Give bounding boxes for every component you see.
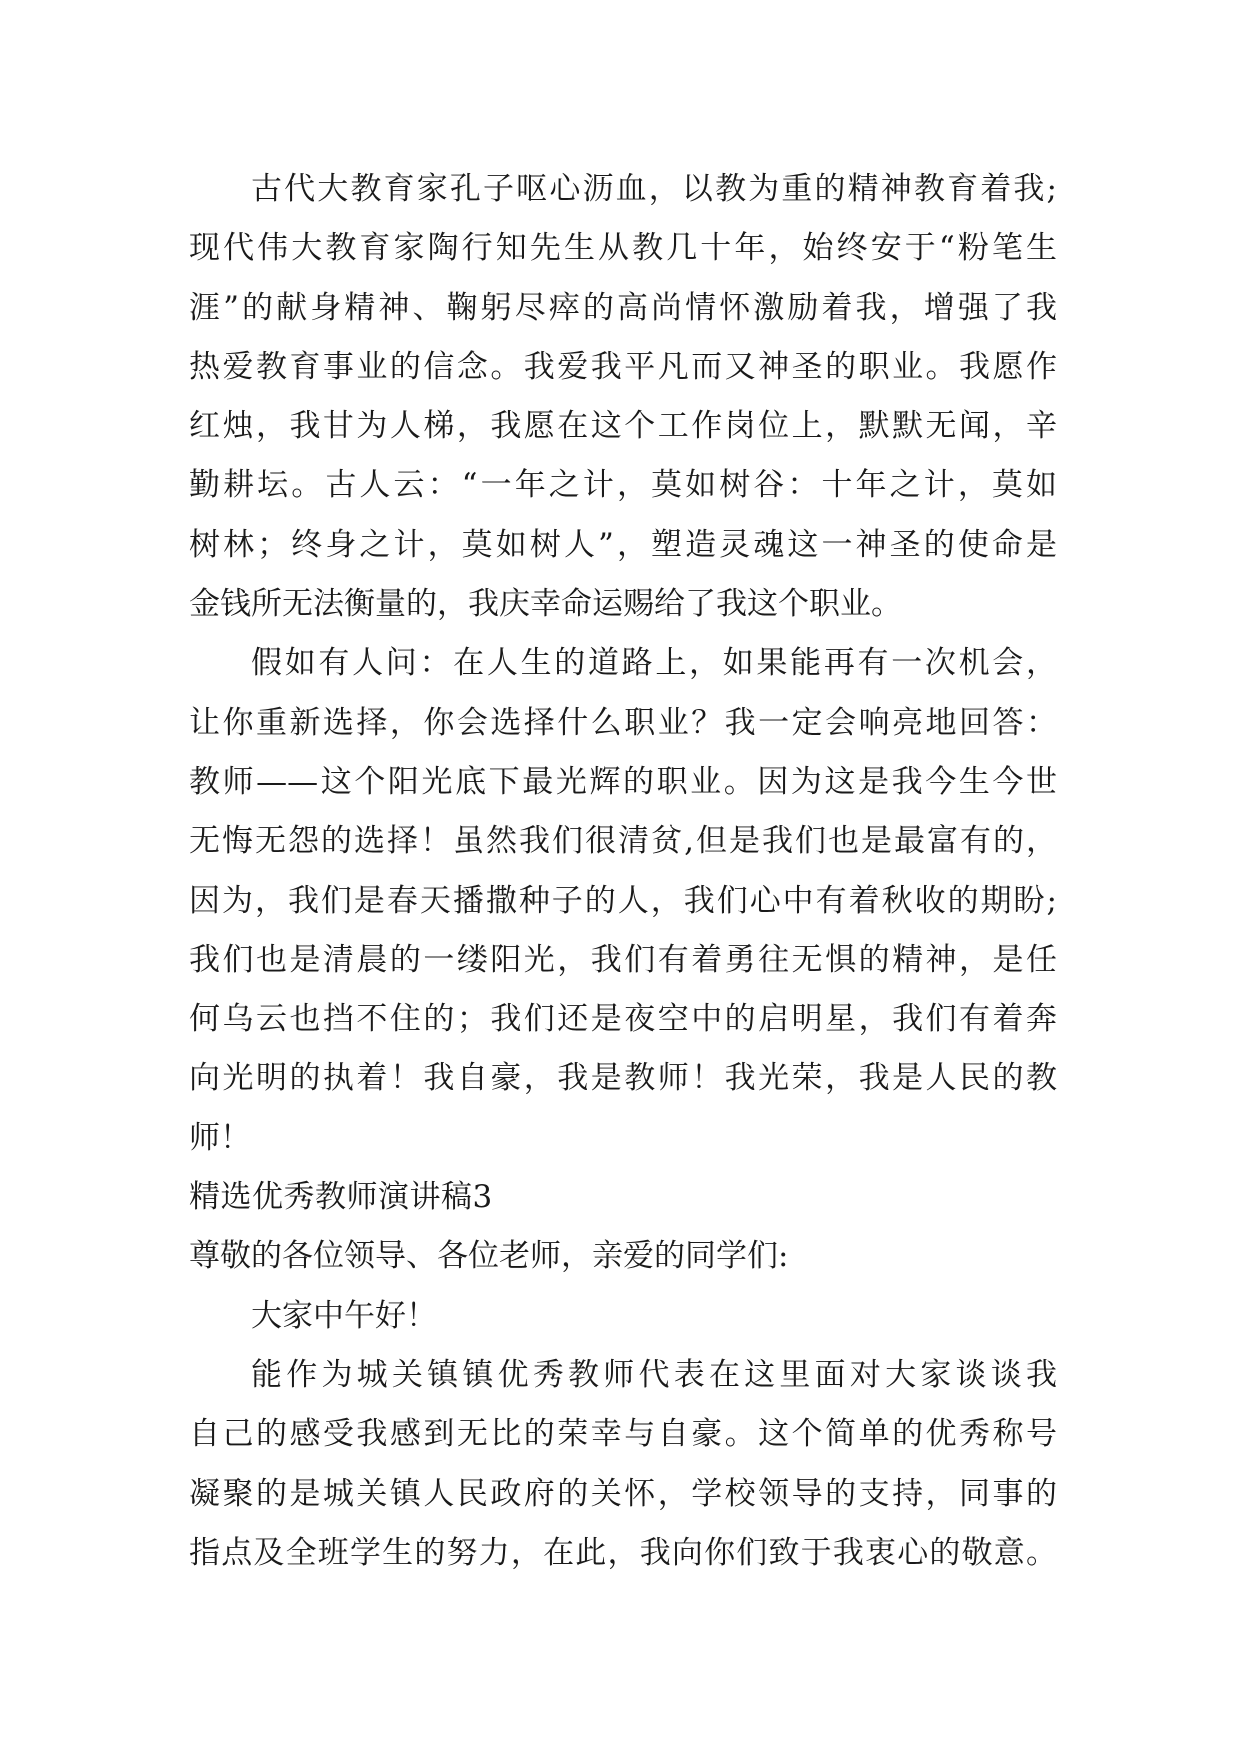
paragraph-1-line: 红烛，我甘为人梯，我愿在这个工作岗位上，默默无闻，辛: [189, 408, 1057, 445]
paragraph-1-line: 古代大教育家孔子呕心沥血，以教为重的精神教育着我;: [251, 171, 1057, 207]
greeting: 大家中午好！: [251, 1297, 437, 1334]
paragraph-2-line: 师！: [189, 1119, 251, 1156]
paragraph-3-line: 能作为城关镇镇优秀教师代表在这里面对大家谈谈我: [251, 1356, 1057, 1393]
paragraph-2-line: 让你重新选择，你会选择什么职业？我一定会响亮地回答：: [189, 704, 1057, 741]
paragraph-3-line: 自己的感受我感到无比的荣幸与自豪。这个简单的优秀称号: [189, 1416, 1057, 1453]
section-title: 精选优秀教师演讲稿3: [189, 1179, 493, 1216]
paragraph-3-line: 凝聚的是城关镇人民政府的关怀，学校领导的支持，同事的: [189, 1475, 1057, 1512]
paragraph-1-line: 勤耕坛。古人云：“一年之计，莫如树谷：十年之计，莫如: [189, 467, 1057, 504]
paragraph-3-line: 指点及全班学生的努力，在此，我向你们致于我衷心的敬意。: [189, 1534, 1057, 1571]
paragraph-2-line: 何乌云也挡不住的；我们还是夜空中的启明星，我们有着奔: [189, 1001, 1057, 1038]
paragraph-2-line: 向光明的执着！我自豪，我是教师！我光荣，我是人民的教: [189, 1060, 1057, 1097]
paragraph-1-line: 现代伟大教育家陶行知先生从教几十年，始终安于“粉笔生: [189, 230, 1057, 267]
paragraph-2-line: 我们也是清晨的一缕阳光，我们有着勇往无惧的精神，是任: [189, 941, 1057, 978]
paragraph-1-line: 树林；终身之计，莫如树人”，塑造灵魂这一神圣的使命是: [189, 526, 1057, 563]
paragraph-2-line: 教师——这个阳光底下最光辉的职业。因为这是我今生今世: [189, 763, 1057, 800]
paragraph-2-line: 因为，我们是春天播撒种子的人，我们心中有着秋收的期盼;: [189, 882, 1057, 919]
paragraph-1-line: 金钱所无法衡量的，我庆幸命运赐给了我这个职业。: [189, 586, 902, 623]
paragraph-2-line: 假如有人问：在人生的道路上，如果能再有一次机会，: [251, 645, 1057, 682]
salutation: 尊敬的各位领导、各位老师，亲爱的同学们:: [189, 1238, 789, 1275]
paragraph-2-line: 无悔无怨的选择！虽然我们很清贫,但是我们也是最富有的，: [189, 823, 1057, 860]
document-body: [189, 160, 1057, 1583]
paragraph-1-line: 涯”的献身精神、鞠躬尽瘁的高尚情怀激励着我，增强了我: [189, 289, 1057, 326]
paragraph-1-line: 热爱教育事业的信念。我爱我平凡而又神圣的职业。我愿作: [189, 348, 1057, 385]
